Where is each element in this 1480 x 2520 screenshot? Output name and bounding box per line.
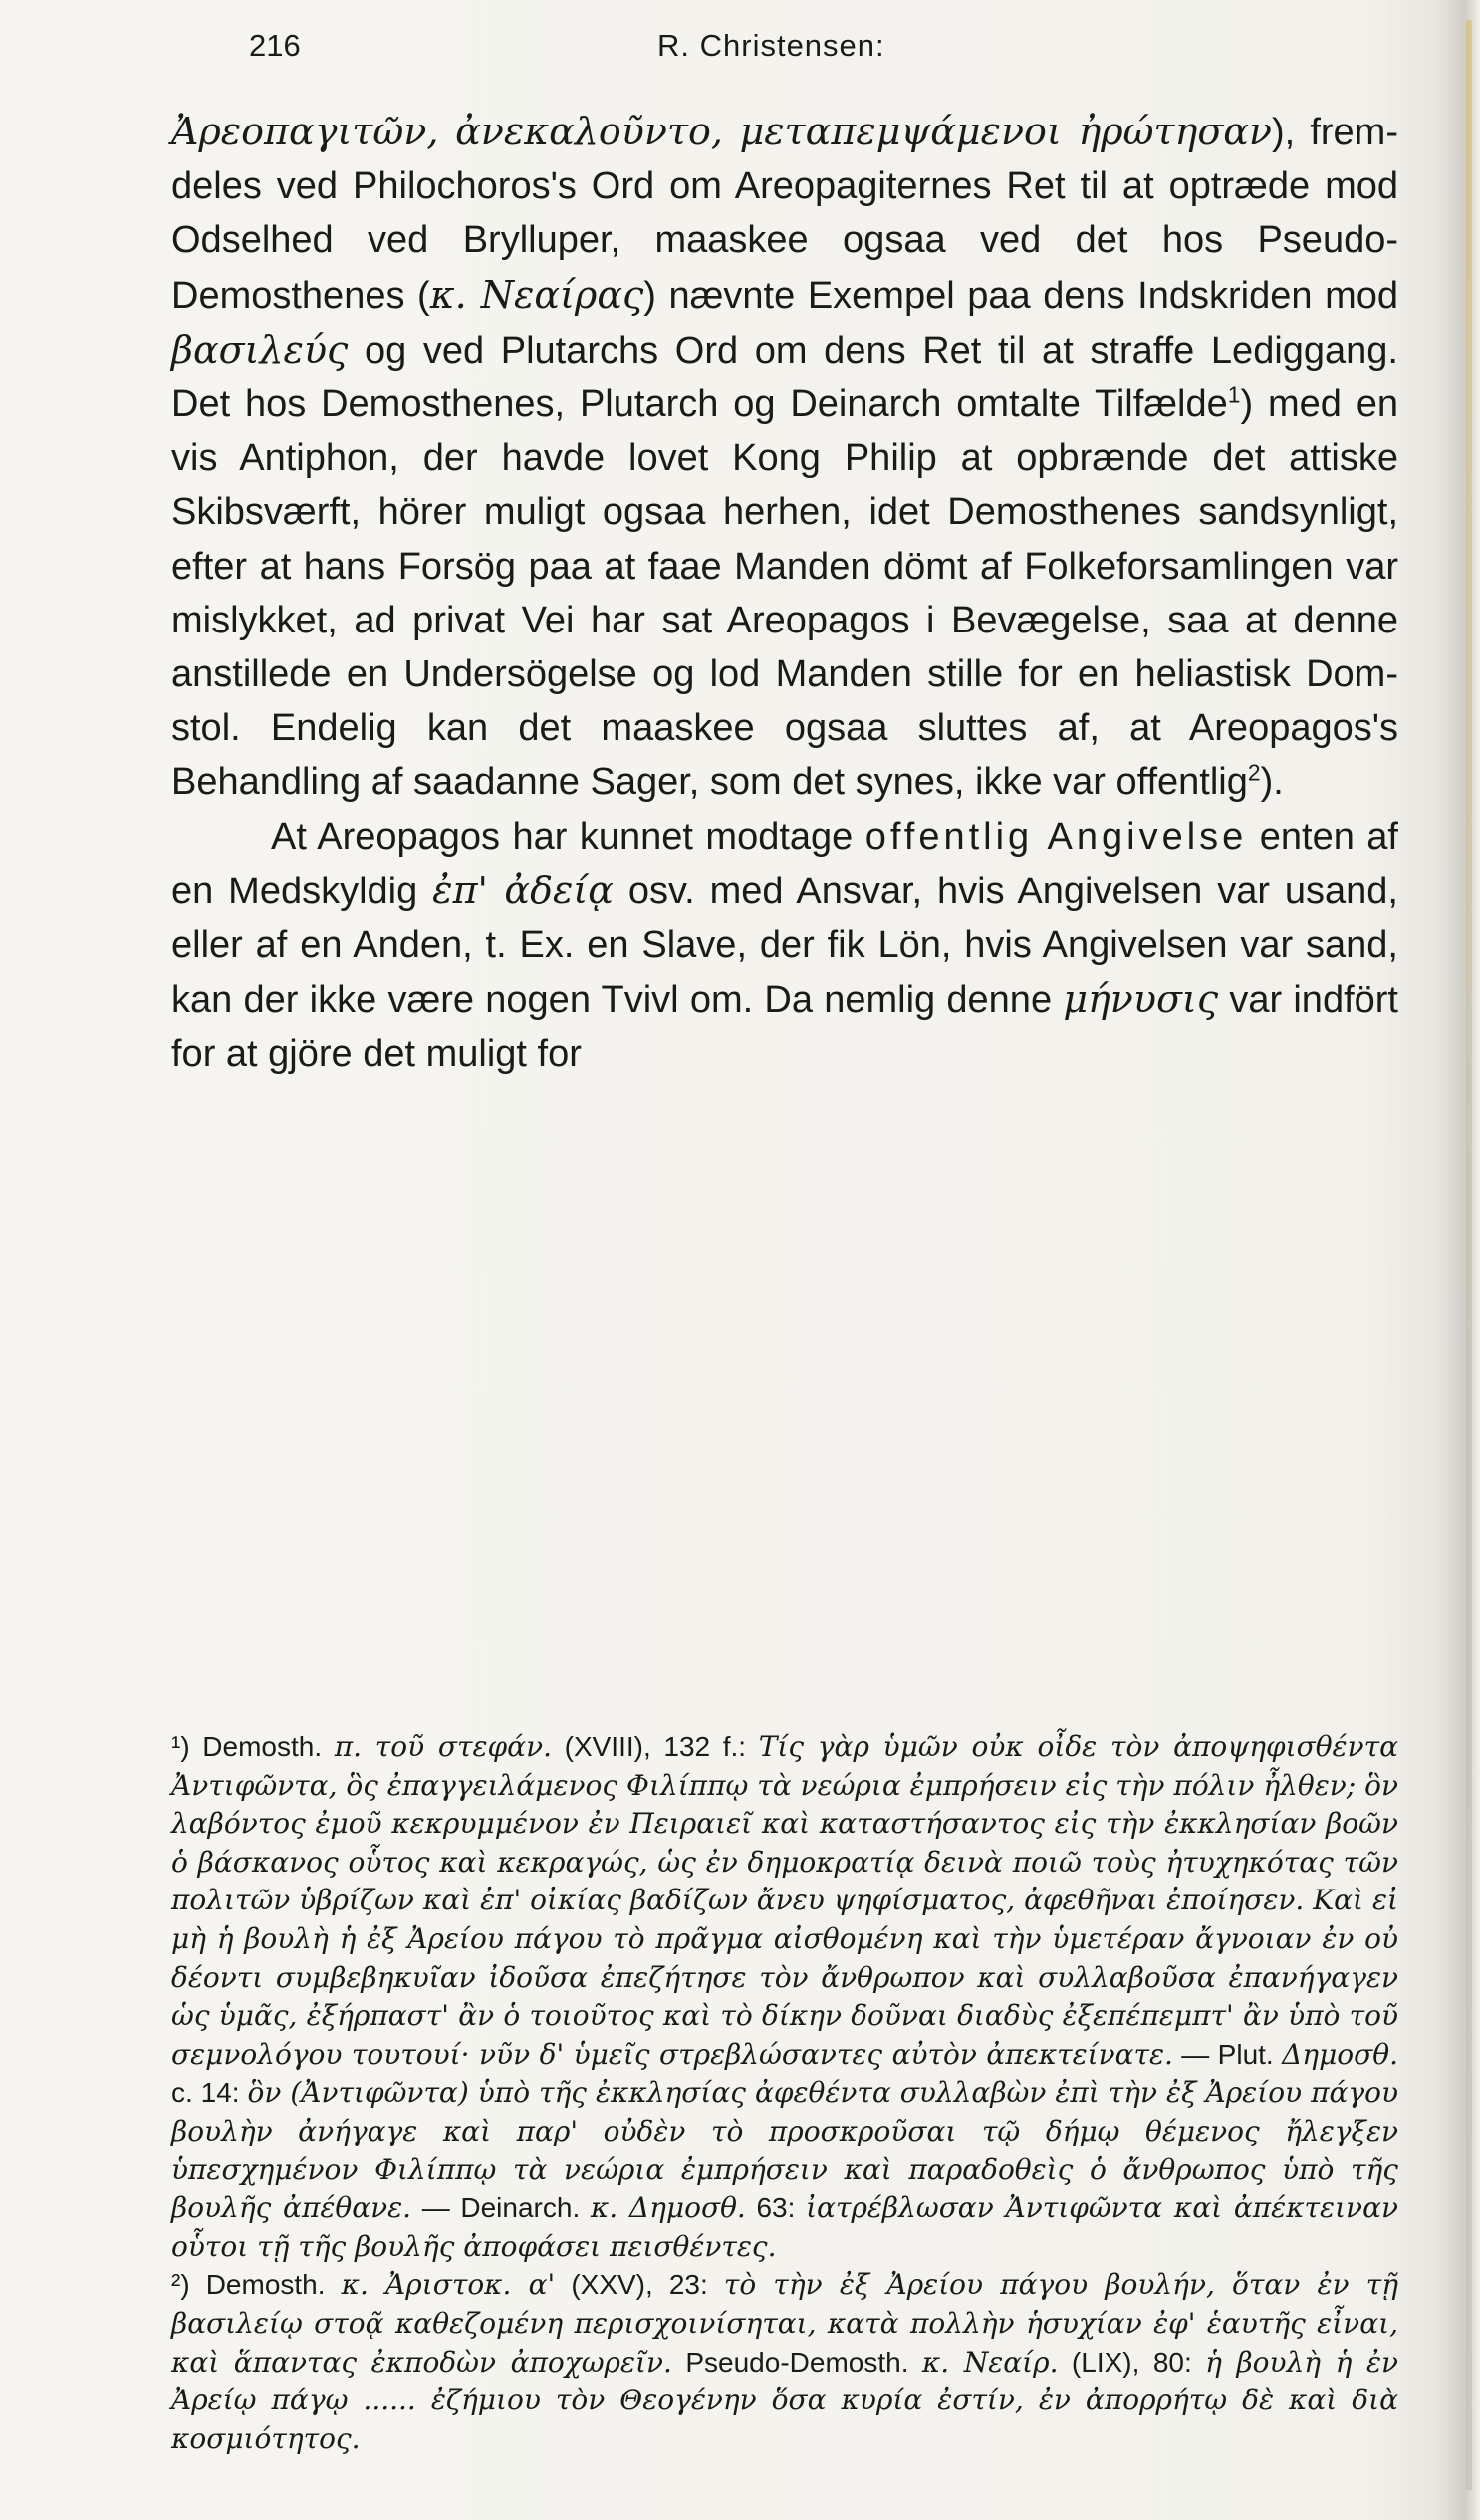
greek-text: Ἀρεοπαγιτῶν, ἀνεκαλοῦντο, μεταπεμψάμενοι ἠρώτησαν: [171, 110, 1273, 153]
greek-text: ὃν (Ἀντιφῶντα) ὑπὸ τῆς ἐκκλησίας ἀφεθέντα συλλαβὼν ἐπὶ τὴν ἐξ Ἀρείου πάγου βουλὴν ἀνήγαγε καὶ παρ' οὐδὲν τὸ προσκροῦσαι τῷ δήμῳ θέμενος ἤλεγξεν ὑπεσχημένον Φιλίππῳ τὰ νεώρια ἐμπρήσειν καὶ παραδοθεὶς ὁ ἄνθρωπος ὑπὸ τῆς βουλῆς ἀπέθανε.: [171, 2076, 1398, 2225]
text-run: var indfört for at gjöre det muligt for: [171, 979, 1398, 1076]
text-run: ) nævnte Exempel paa dens Indskriden mod: [643, 274, 1398, 317]
text-run: (XVIII), 132 f.:: [552, 1731, 759, 1762]
greek-text: τὸ τὴν ἐξ Ἀρείου πάγου βουλήν, ὅταν ἐν τῇ βασιλείῳ στοᾷ καθεζομένη περισχοινίσηται, κατὰ πολλὴν ἡσυχίαν ἐφ' ἑαυτῆς εἶναι, καὶ ἅπαντας ἐκποδὼν ἀποχωρεῖν.: [171, 2268, 1399, 2379]
page-header: [249, 28, 1295, 68]
text-run: osv. med Ansvar, hvis Angivelsen var usand, eller af en Anden, t. Ex. en Slave, der fik Lön, hvis Angivelsen var sand, kan der ikke være nogen Tvivl om. Da nemlig denne: [171, 870, 1398, 1022]
text-run: 63:: [745, 2192, 807, 2224]
text-run: — Deinarch.: [411, 2192, 591, 2224]
text-run: (XXV), 23:: [555, 2269, 724, 2301]
greek-text: κ. Νεαίρας: [429, 272, 644, 317]
greek-text: μήνυσις: [1063, 977, 1219, 1022]
text-run: og ved Plutarchs Ord om dens Ret til at straffe Lediggang. Det hos Demosthenes, Plutarch og Deinarch omtalte Tilfælde: [171, 329, 1398, 426]
greek-text: ἐπ' ἀδείᾳ: [432, 868, 614, 912]
text-run: ) med en vis Antiphon, der havde lovet Kong Philip at opbrænde det attiske Skibsværft, hörer muligt ogsaa herhen, idet Demosthenes sandsynligt, efter at hans Forsög paa at faae Manden dömt af Folkeforsamlingen var mislykket, ad privat Vei har sat Areopagos i Bevægelse, saa at denne anstillede en Undersögelse og lod Manden stille for en heliastisk Domstol. Endelig kan det maaskee ogsaa sluttes af, at Areopagos's Behandling af saadanne Sager, som det synes, ikke var offentlig: [171, 383, 1398, 804]
greek-text: κ. Νεαίρ.: [921, 2345, 1059, 2379]
footnote-ref: 1: [1227, 381, 1241, 408]
spaced-emphasis: offentlig Angivelse: [864, 815, 1248, 858]
text-run: At Areopagos har kunnet modtage: [271, 815, 865, 858]
greek-text: κ. Ἀριστοκ. α': [341, 2268, 556, 2302]
footnote-ref: 2: [1247, 759, 1261, 786]
text-run: ).: [1260, 761, 1284, 804]
text-run: c. 14:: [171, 2077, 248, 2109]
text-run: ), fremdeles ved Philochoros's Ord om Areopagiternes Ret til at optræde mod Odselhed ved Brylluper, maaskee ogsaa ved det hos Pseudo-Demosthenes (: [171, 112, 1398, 317]
greek-text: π. τοῦ στεφάν.: [334, 1730, 552, 1763]
greek-text: Τίς γὰρ ὑμῶν οὐκ οἶδε τὸν ἀποψηφισθέντα Ἀντιφῶντα, ὃς ἐπαγγειλάμενος Φιλίππῳ τὰ νεώρια ἐμπρήσειν εἰς τὴν πόλιν ἦλθεν; ὃν λαβόντος ἐμοῦ κεκρυμμένον ἐν Πειραιεῖ καὶ καταστήσαντος εἰς τὴν ἐκκλησίαν βοῶν ὁ βάσκανος οὗτος καὶ κεκραγώς, ὡς ἐν δημοκρατίᾳ δεινὰ ποιῶ τοὺς ἠτυχηκότας τῶν πολιτῶν ὑβρίζων καὶ ἐπ' οἰκίας βαδίζων ἄνευ ψηφίσματος, ἀφεθῆναι ἐποίησεν. Καὶ εἰ μὴ ἡ βουλὴ ἡ ἐξ Ἀρείου πάγου τὸ πρᾶγμα αἰσθομένη καὶ τὴν ὑμετέραν ἄγνοιαν ἐν οὐ δέοντι συμβεβηκυῖαν ἰδοῦσα ἐπεζήτησε τὸν ἄνθρωπον καὶ συλλαβοῦσα ἐπανήγαγεν ὡς ὑμᾶς, ἐξήρπαστ' ἂν ὁ τοιοῦτος καὶ τὸ δίκην δοῦναι διαδὺς ἐξεπέπεμπτ' ἂν ὑπὸ τοῦ σεμνολόγου τουτουί· νῦν δ' ὑμεῖς στρεβλώσαντες αὐτὸν ἀπεκτείνατε.: [171, 1730, 1398, 2071]
paragraph: [171, 105, 1398, 810]
greek-text: Δημοσθ.: [1282, 2037, 1398, 2071]
text-run: enten af en Medskyldig: [171, 815, 1398, 912]
footnotes: [171, 1728, 1398, 2458]
text-run: Pseudo-Demosth.: [671, 2346, 922, 2378]
footnote-2: [171, 2266, 1398, 2458]
greek-text: ἡ βουλὴ ἡ ἐν Ἀρείῳ πάγῳ ...... ἐζήμιου τὸν Θεογένην ὅσα κυρία ἐστίν, ἐν ἀπορρήτῳ δὲ καὶ διὰ κοσμιότητος.: [171, 2345, 1399, 2455]
page-edge: [1466, 20, 1472, 2490]
text-run: (LIX), 80:: [1058, 2346, 1206, 2378]
greek-text: βασιλεύς: [171, 327, 349, 372]
text-run: — Plut.: [1172, 2038, 1283, 2070]
footnote-1: [171, 1728, 1398, 2266]
page-number: 216: [249, 28, 301, 63]
paragraph: [171, 810, 1398, 1082]
greek-text: ἰατρέβλωσαν Ἀντιφῶντα καὶ ἀπέκτειναν οὗτοι τῇ τῆς βουλῆς ἀποφάσει πεισθέντες.: [171, 2191, 1399, 2263]
greek-text: κ. Δημοσθ.: [590, 2191, 746, 2225]
main-text: [171, 105, 1398, 1082]
running-head: R. Christensen:: [657, 28, 885, 63]
text-run: ²) Demosth.: [171, 2269, 342, 2301]
text-run: ¹) Demosth.: [171, 1731, 335, 1762]
